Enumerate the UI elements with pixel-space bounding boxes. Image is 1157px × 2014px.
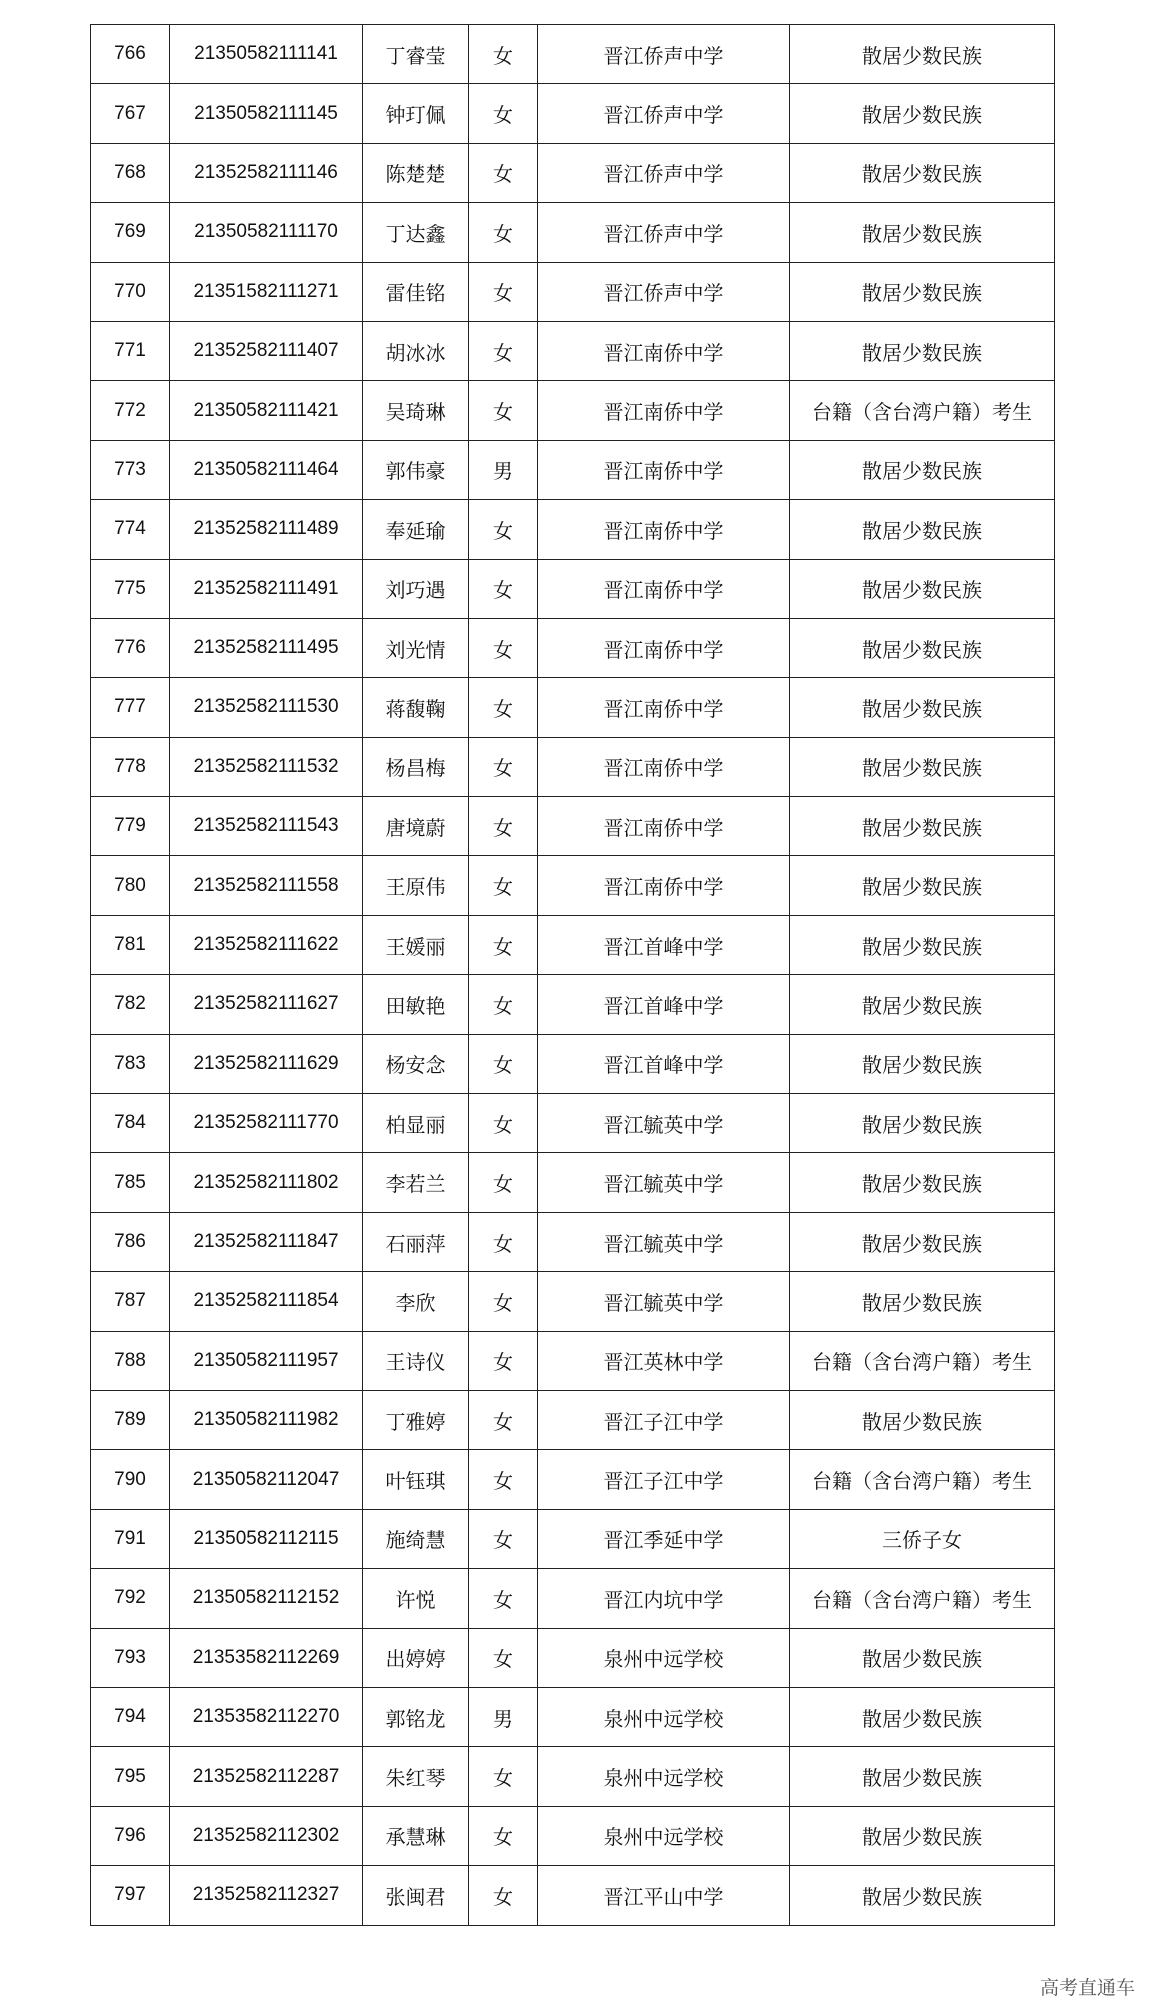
category-cell: 散居少数民族 <box>790 1390 1055 1449</box>
table-row <box>91 84 1055 143</box>
row-number-cell: 789 <box>91 1390 170 1449</box>
exam-id-cell: 21352582112302 <box>170 1806 363 1865</box>
row-number-cell: 793 <box>91 1628 170 1687</box>
gender-cell: 男 <box>469 1687 538 1746</box>
category-cell: 散居少数民族 <box>790 1747 1055 1806</box>
gender-cell: 女 <box>469 1806 538 1865</box>
row-number-cell: 767 <box>91 84 170 143</box>
gender-cell: 女 <box>469 25 538 84</box>
exam-id-cell: 21352582112327 <box>170 1866 363 1925</box>
gender-cell: 女 <box>469 1747 538 1806</box>
school-cell: 晋江首峰中学 <box>538 915 790 974</box>
school-cell: 晋江平山中学 <box>538 1866 790 1925</box>
exam-id-cell: 21352582111629 <box>170 1034 363 1093</box>
school-cell: 晋江南侨中学 <box>538 678 790 737</box>
school-cell: 晋江南侨中学 <box>538 797 790 856</box>
student-name-cell: 张闽君 <box>363 1866 469 1925</box>
category-cell: 台籍（含台湾户籍）考生 <box>790 1331 1055 1390</box>
student-name-cell: 杨安念 <box>363 1034 469 1093</box>
student-name-cell: 陈楚楚 <box>363 143 469 202</box>
category-cell: 散居少数民族 <box>790 84 1055 143</box>
row-number-cell: 791 <box>91 1509 170 1568</box>
table-row <box>91 203 1055 262</box>
exam-id-cell: 21352582111530 <box>170 678 363 737</box>
student-name-cell: 丁雅婷 <box>363 1390 469 1449</box>
exam-id-cell: 21352582111622 <box>170 915 363 974</box>
watermark-text: 高考直通车 <box>1039 1977 1135 1999</box>
gender-cell: 女 <box>469 1509 538 1568</box>
category-cell: 散居少数民族 <box>790 915 1055 974</box>
school-cell: 泉州中远学校 <box>538 1687 790 1746</box>
table-row <box>91 1628 1055 1687</box>
exam-id-cell: 21350582111957 <box>170 1331 363 1390</box>
row-number-cell: 795 <box>91 1747 170 1806</box>
school-cell: 晋江毓英中学 <box>538 1212 790 1271</box>
category-cell: 散居少数民族 <box>790 975 1055 1034</box>
gender-cell: 女 <box>469 975 538 1034</box>
student-name-cell: 施绮慧 <box>363 1509 469 1568</box>
school-cell: 晋江子江中学 <box>538 1450 790 1509</box>
category-cell: 散居少数民族 <box>790 1034 1055 1093</box>
school-cell: 晋江内坑中学 <box>538 1569 790 1628</box>
table-row <box>91 559 1055 618</box>
table-row <box>91 1450 1055 1509</box>
category-cell: 散居少数民族 <box>790 500 1055 559</box>
exam-id-cell: 21352582111847 <box>170 1212 363 1271</box>
category-cell: 台籍（含台湾户籍）考生 <box>790 1569 1055 1628</box>
category-cell: 散居少数民族 <box>790 737 1055 796</box>
row-number-cell: 786 <box>91 1212 170 1271</box>
exam-id-cell: 21350582111421 <box>170 381 363 440</box>
gender-cell: 女 <box>469 321 538 380</box>
gender-cell: 女 <box>469 797 538 856</box>
category-cell: 散居少数民族 <box>790 203 1055 262</box>
gender-cell: 女 <box>469 84 538 143</box>
student-name-cell: 王诗仪 <box>363 1331 469 1390</box>
category-cell: 散居少数民族 <box>790 559 1055 618</box>
row-number-cell: 787 <box>91 1272 170 1331</box>
exam-id-cell: 21352582111854 <box>170 1272 363 1331</box>
student-name-cell: 唐境蔚 <box>363 797 469 856</box>
school-cell: 晋江南侨中学 <box>538 440 790 499</box>
table-row <box>91 737 1055 796</box>
category-cell: 散居少数民族 <box>790 1687 1055 1746</box>
exam-id-cell: 21351582111271 <box>170 262 363 321</box>
gender-cell: 女 <box>469 262 538 321</box>
table-row <box>91 915 1055 974</box>
gender-cell: 女 <box>469 381 538 440</box>
category-cell: 散居少数民族 <box>790 25 1055 84</box>
exam-id-cell: 21350582112152 <box>170 1569 363 1628</box>
table-row <box>91 143 1055 202</box>
school-cell: 晋江侨声中学 <box>538 203 790 262</box>
row-number-cell: 797 <box>91 1866 170 1925</box>
row-number-cell: 790 <box>91 1450 170 1509</box>
student-name-cell: 胡冰冰 <box>363 321 469 380</box>
exam-id-cell: 21350582112115 <box>170 1509 363 1568</box>
gender-cell: 女 <box>469 1034 538 1093</box>
table-row <box>91 1272 1055 1331</box>
gender-cell: 女 <box>469 737 538 796</box>
gender-cell: 女 <box>469 915 538 974</box>
student-name-cell: 杨昌梅 <box>363 737 469 796</box>
exam-id-cell: 21352582111491 <box>170 559 363 618</box>
category-cell: 台籍（含台湾户籍）考生 <box>790 381 1055 440</box>
row-number-cell: 770 <box>91 262 170 321</box>
school-cell: 晋江毓英中学 <box>538 1094 790 1153</box>
gender-cell: 女 <box>469 1094 538 1153</box>
student-name-cell: 出婷婷 <box>363 1628 469 1687</box>
exam-id-cell: 21352582112287 <box>170 1747 363 1806</box>
row-number-cell: 788 <box>91 1331 170 1390</box>
school-cell: 晋江南侨中学 <box>538 559 790 618</box>
row-number-cell: 773 <box>91 440 170 499</box>
gender-cell: 女 <box>469 1212 538 1271</box>
gender-cell: 女 <box>469 678 538 737</box>
school-cell: 晋江南侨中学 <box>538 381 790 440</box>
table-row <box>91 797 1055 856</box>
category-cell: 台籍（含台湾户籍）考生 <box>790 1450 1055 1509</box>
table-row <box>91 678 1055 737</box>
student-name-cell: 丁睿莹 <box>363 25 469 84</box>
school-cell: 晋江首峰中学 <box>538 1034 790 1093</box>
category-cell: 散居少数民族 <box>790 1866 1055 1925</box>
student-name-cell: 刘光情 <box>363 618 469 677</box>
exam-id-cell: 21352582111407 <box>170 321 363 380</box>
category-cell: 散居少数民族 <box>790 321 1055 380</box>
student-name-cell: 丁达鑫 <box>363 203 469 262</box>
exam-id-cell: 21353582112270 <box>170 1687 363 1746</box>
category-cell: 散居少数民族 <box>790 1628 1055 1687</box>
exam-id-cell: 21352582111543 <box>170 797 363 856</box>
exam-id-cell: 21350582111141 <box>170 25 363 84</box>
student-name-cell: 雷佳铭 <box>363 262 469 321</box>
exam-id-cell: 21350582111145 <box>170 84 363 143</box>
gender-cell: 女 <box>469 143 538 202</box>
row-number-cell: 769 <box>91 203 170 262</box>
gender-cell: 女 <box>469 1331 538 1390</box>
exam-id-cell: 21352582111489 <box>170 500 363 559</box>
category-cell: 散居少数民族 <box>790 678 1055 737</box>
school-cell: 晋江英林中学 <box>538 1331 790 1390</box>
category-cell: 散居少数民族 <box>790 1153 1055 1212</box>
student-name-cell: 王媛丽 <box>363 915 469 974</box>
row-number-cell: 796 <box>91 1806 170 1865</box>
student-name-cell: 承慧琳 <box>363 1806 469 1865</box>
student-list-table <box>90 24 1055 1926</box>
category-cell: 散居少数民族 <box>790 440 1055 499</box>
table-row <box>91 1866 1055 1925</box>
student-name-cell: 李欣 <box>363 1272 469 1331</box>
category-cell: 散居少数民族 <box>790 143 1055 202</box>
student-name-cell: 蒋馥鞠 <box>363 678 469 737</box>
exam-id-cell: 21350582111464 <box>170 440 363 499</box>
table-row <box>91 1034 1055 1093</box>
row-number-cell: 774 <box>91 500 170 559</box>
category-cell: 散居少数民族 <box>790 1272 1055 1331</box>
student-name-cell: 吴琦琳 <box>363 381 469 440</box>
school-cell: 晋江子江中学 <box>538 1390 790 1449</box>
school-cell: 晋江侨声中学 <box>538 143 790 202</box>
row-number-cell: 782 <box>91 975 170 1034</box>
student-name-cell: 钟玎佩 <box>363 84 469 143</box>
gender-cell: 女 <box>469 203 538 262</box>
gender-cell: 女 <box>469 1866 538 1925</box>
category-cell: 散居少数民族 <box>790 856 1055 915</box>
row-number-cell: 777 <box>91 678 170 737</box>
table-row <box>91 440 1055 499</box>
student-name-cell: 郭伟豪 <box>363 440 469 499</box>
table-row <box>91 500 1055 559</box>
exam-id-cell: 21350582111982 <box>170 1390 363 1449</box>
table-row <box>91 1212 1055 1271</box>
row-number-cell: 778 <box>91 737 170 796</box>
exam-id-cell: 21352582111146 <box>170 143 363 202</box>
school-cell: 晋江首峰中学 <box>538 975 790 1034</box>
student-name-cell: 李若兰 <box>363 1153 469 1212</box>
table-row <box>91 25 1055 84</box>
row-number-cell: 776 <box>91 618 170 677</box>
category-cell: 三侨子女 <box>790 1509 1055 1568</box>
school-cell: 晋江毓英中学 <box>538 1272 790 1331</box>
student-name-cell: 田敏艳 <box>363 975 469 1034</box>
gender-cell: 男 <box>469 440 538 499</box>
table-row <box>91 1747 1055 1806</box>
school-cell: 晋江南侨中学 <box>538 737 790 796</box>
table-row <box>91 1509 1055 1568</box>
row-number-cell: 784 <box>91 1094 170 1153</box>
row-number-cell: 772 <box>91 381 170 440</box>
exam-id-cell: 21352582111770 <box>170 1094 363 1153</box>
school-cell: 晋江南侨中学 <box>538 500 790 559</box>
student-name-cell: 许悦 <box>363 1569 469 1628</box>
exam-id-cell: 21350582111170 <box>170 203 363 262</box>
row-number-cell: 779 <box>91 797 170 856</box>
student-name-cell: 郭铭龙 <box>363 1687 469 1746</box>
school-cell: 晋江南侨中学 <box>538 321 790 380</box>
table-row <box>91 1153 1055 1212</box>
student-name-cell: 奉延瑜 <box>363 500 469 559</box>
table-row <box>91 1687 1055 1746</box>
table-row <box>91 262 1055 321</box>
category-cell: 散居少数民族 <box>790 618 1055 677</box>
exam-id-cell: 21353582112269 <box>170 1628 363 1687</box>
exam-id-cell: 21352582111495 <box>170 618 363 677</box>
gender-cell: 女 <box>469 1272 538 1331</box>
gender-cell: 女 <box>469 618 538 677</box>
school-cell: 泉州中远学校 <box>538 1628 790 1687</box>
gender-cell: 女 <box>469 1569 538 1628</box>
exam-id-cell: 21350582112047 <box>170 1450 363 1509</box>
gender-cell: 女 <box>469 856 538 915</box>
gender-cell: 女 <box>469 559 538 618</box>
table-body <box>91 25 1055 1926</box>
category-cell: 散居少数民族 <box>790 1212 1055 1271</box>
table-row <box>91 1094 1055 1153</box>
student-name-cell: 王原伟 <box>363 856 469 915</box>
table-row <box>91 1331 1055 1390</box>
school-cell: 泉州中远学校 <box>538 1747 790 1806</box>
gender-cell: 女 <box>469 500 538 559</box>
gender-cell: 女 <box>469 1450 538 1509</box>
school-cell: 晋江侨声中学 <box>538 25 790 84</box>
table-row <box>91 381 1055 440</box>
student-name-cell: 叶钰琪 <box>363 1450 469 1509</box>
school-cell: 晋江南侨中学 <box>538 856 790 915</box>
category-cell: 散居少数民族 <box>790 1094 1055 1153</box>
exam-id-cell: 21352582111802 <box>170 1153 363 1212</box>
school-cell: 晋江南侨中学 <box>538 618 790 677</box>
row-number-cell: 780 <box>91 856 170 915</box>
table-row <box>91 856 1055 915</box>
row-number-cell: 783 <box>91 1034 170 1093</box>
row-number-cell: 785 <box>91 1153 170 1212</box>
table-row <box>91 1806 1055 1865</box>
category-cell: 散居少数民族 <box>790 262 1055 321</box>
row-number-cell: 792 <box>91 1569 170 1628</box>
school-cell: 泉州中远学校 <box>538 1806 790 1865</box>
category-cell: 散居少数民族 <box>790 1806 1055 1865</box>
row-number-cell: 794 <box>91 1687 170 1746</box>
exam-id-cell: 21352582111532 <box>170 737 363 796</box>
table-row <box>91 321 1055 380</box>
exam-id-cell: 21352582111627 <box>170 975 363 1034</box>
school-cell: 晋江毓英中学 <box>538 1153 790 1212</box>
row-number-cell: 766 <box>91 25 170 84</box>
school-cell: 晋江侨声中学 <box>538 84 790 143</box>
row-number-cell: 768 <box>91 143 170 202</box>
row-number-cell: 775 <box>91 559 170 618</box>
gender-cell: 女 <box>469 1628 538 1687</box>
gender-cell: 女 <box>469 1390 538 1449</box>
table-row <box>91 1569 1055 1628</box>
row-number-cell: 771 <box>91 321 170 380</box>
category-cell: 散居少数民族 <box>790 797 1055 856</box>
row-number-cell: 781 <box>91 915 170 974</box>
student-name-cell: 朱红琴 <box>363 1747 469 1806</box>
student-name-cell: 柏显丽 <box>363 1094 469 1153</box>
school-cell: 晋江侨声中学 <box>538 262 790 321</box>
table-row <box>91 1390 1055 1449</box>
student-name-cell: 石丽萍 <box>363 1212 469 1271</box>
exam-id-cell: 21352582111558 <box>170 856 363 915</box>
table-row <box>91 618 1055 677</box>
table-row <box>91 975 1055 1034</box>
gender-cell: 女 <box>469 1153 538 1212</box>
student-name-cell: 刘巧遇 <box>363 559 469 618</box>
school-cell: 晋江季延中学 <box>538 1509 790 1568</box>
